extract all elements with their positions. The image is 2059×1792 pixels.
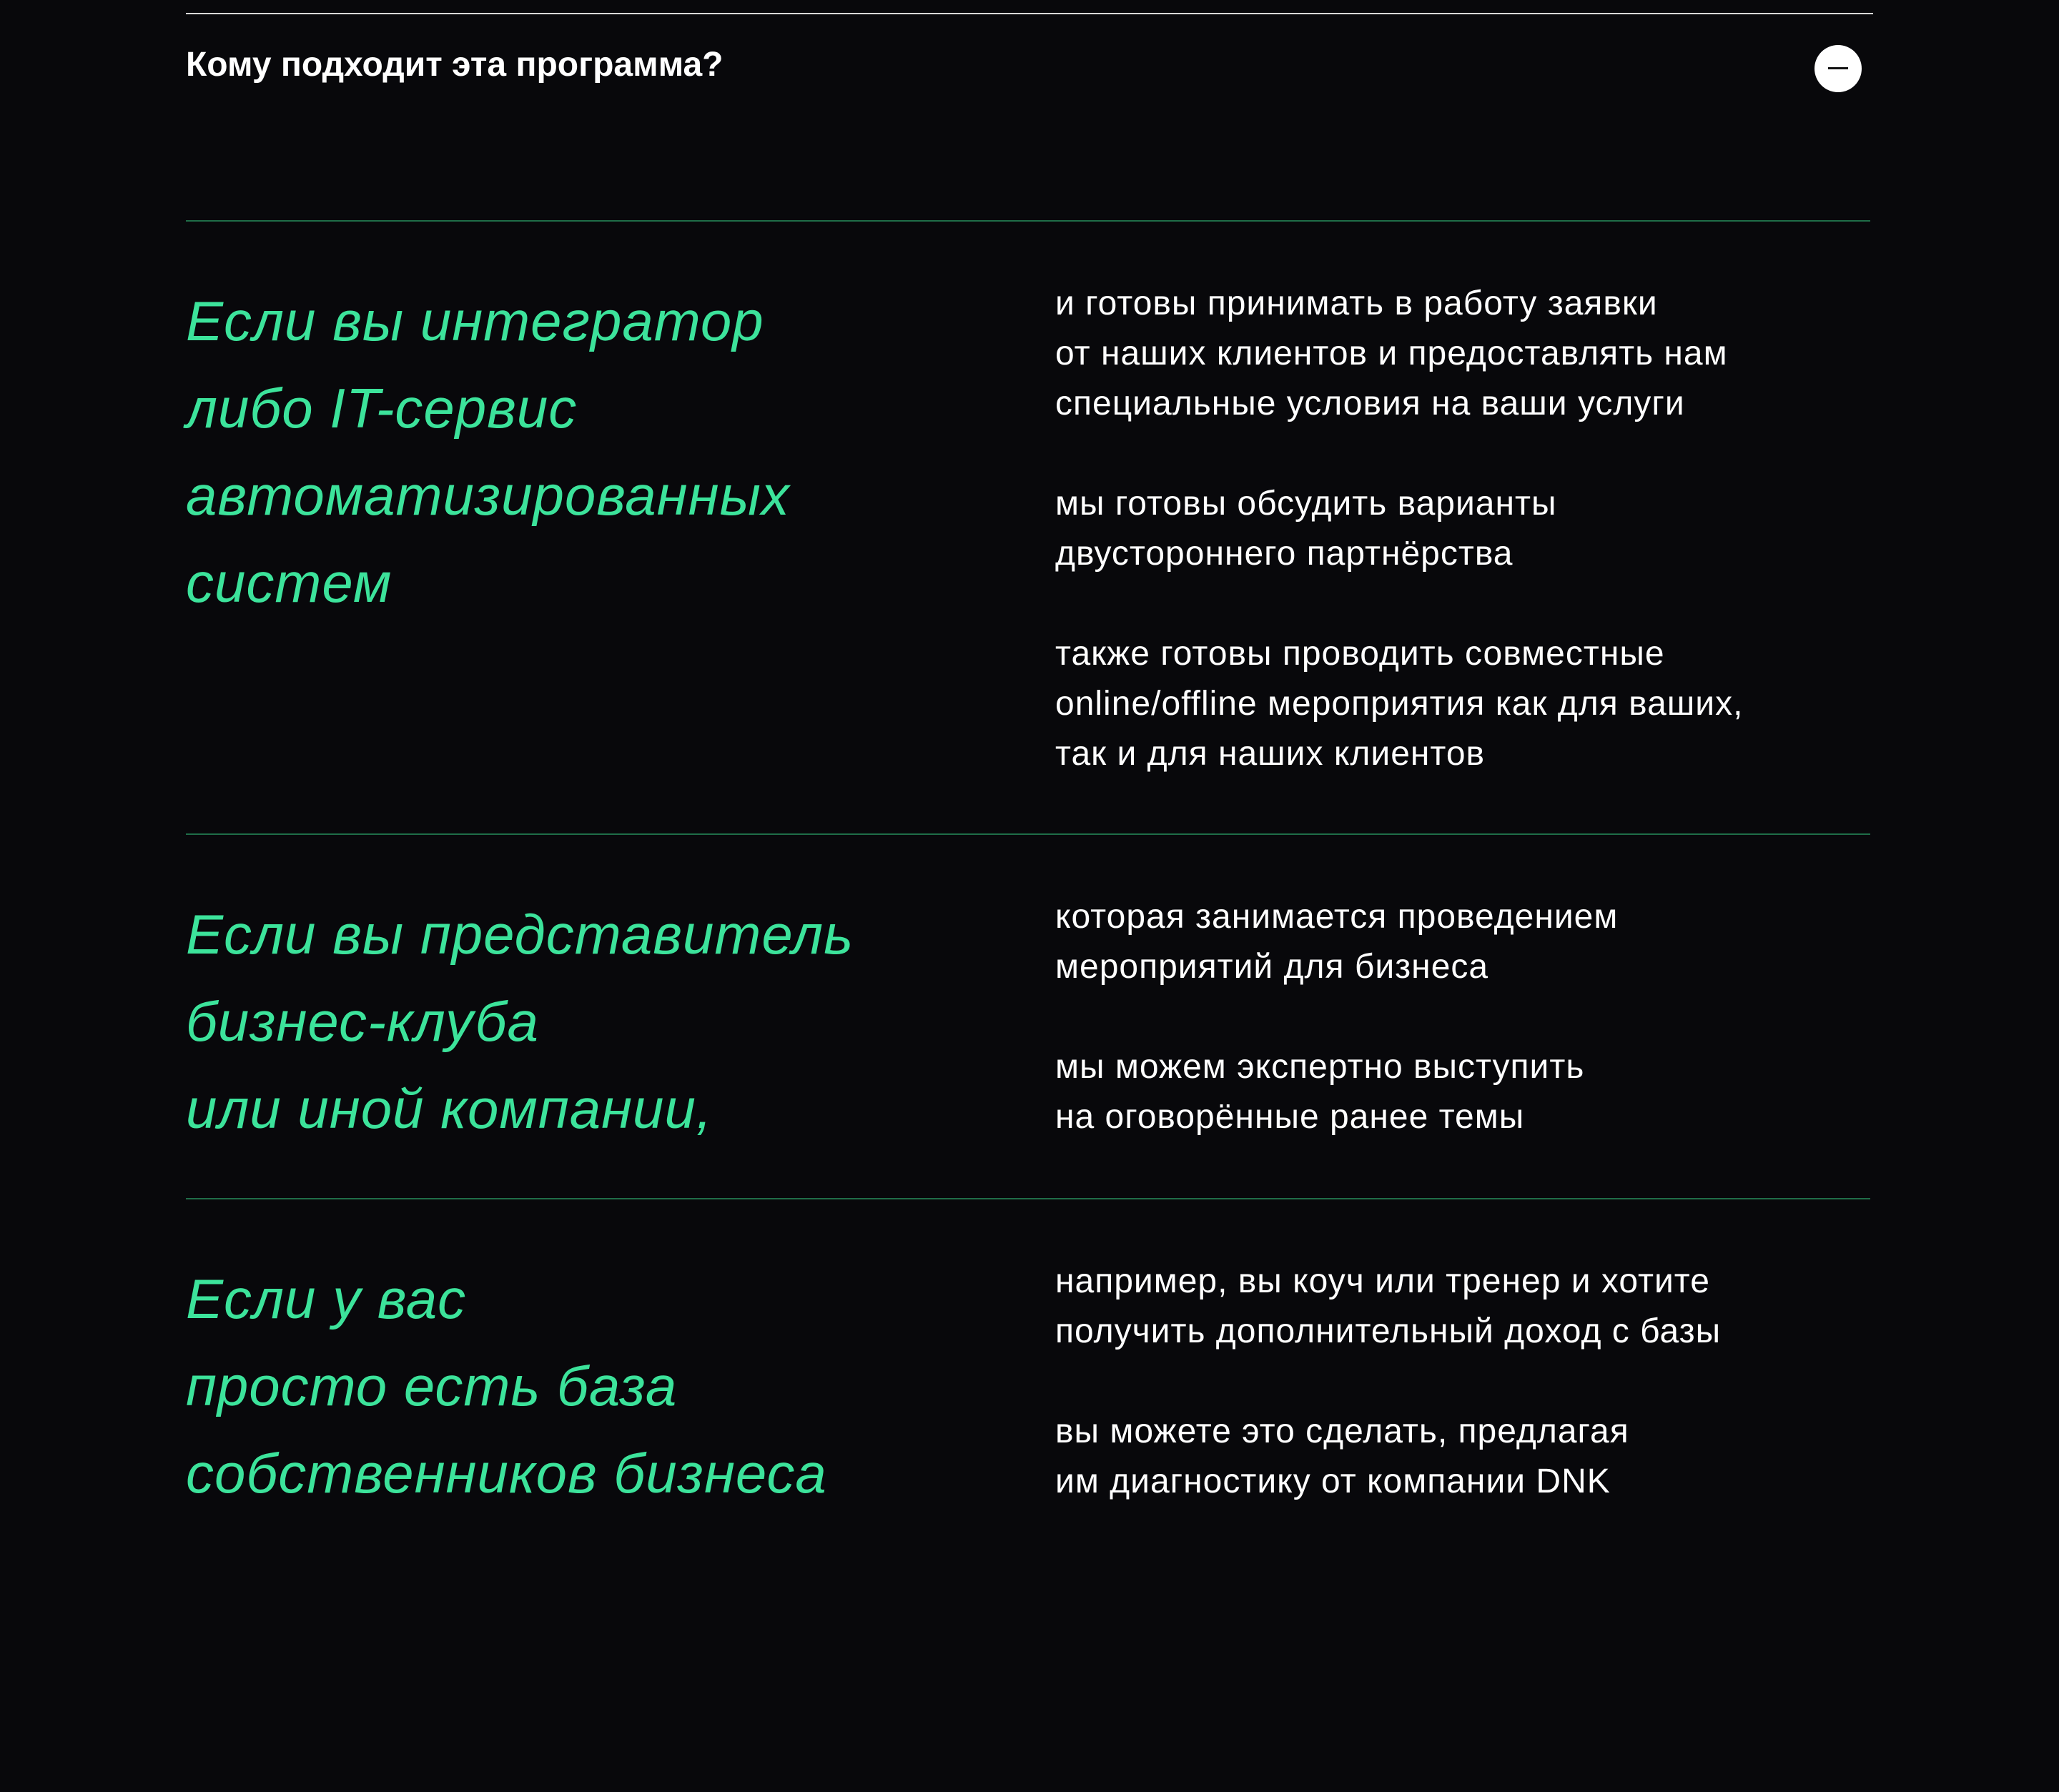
description-line: от наших клиентов и предоставлять нам — [1055, 335, 1728, 372]
section-description — [1055, 279, 1863, 829]
section-heading — [186, 891, 854, 1152]
heading-line: бизнес-клуба — [186, 990, 539, 1053]
heading-line: Если у вас — [186, 1267, 467, 1330]
heading-line: или иной компании, — [186, 1077, 713, 1140]
description-paragraph — [1055, 1257, 1863, 1357]
description-line: и готовы принимать в работу заявки — [1055, 284, 1658, 322]
description-paragraph — [1055, 629, 1863, 779]
description-paragraph — [1055, 892, 1863, 992]
description-line: например, вы коуч или тренер и хотите — [1055, 1262, 1710, 1300]
description-line: на оговорённые ранее темы — [1055, 1098, 1525, 1136]
section-description — [1055, 1257, 1863, 1557]
description-line: также готовы проводить совместные — [1055, 635, 1665, 673]
heading-line: автоматизированных — [186, 464, 790, 527]
description-paragraph — [1055, 279, 1863, 429]
description-line: мы готовы обсудить варианты — [1055, 485, 1557, 523]
heading-line: систем — [186, 551, 392, 614]
minus-icon — [1828, 67, 1848, 69]
description-line: им диагностику от компании DNK — [1055, 1462, 1611, 1500]
section-heading — [186, 1255, 827, 1517]
accordion-header[interactable] — [186, 39, 1873, 96]
heading-line: просто есть база — [186, 1355, 678, 1417]
section-divider — [186, 833, 1870, 835]
section-divider — [186, 1198, 1870, 1199]
description-line: которая занимается проведением — [1055, 898, 1619, 936]
description-line: получить дополнительный доход с базы — [1055, 1312, 1722, 1350]
accordion-title[interactable]: Кому подходит эта программа? — [186, 46, 724, 84]
description-line: специальные условия на ваши услуги — [1055, 385, 1685, 422]
description-line: online/offline мероприятия как для ваших, — [1055, 685, 1744, 723]
description-line: вы можете это сделать, предлагая — [1055, 1412, 1629, 1450]
description-line: так и для наших клиентов — [1055, 735, 1486, 773]
heading-line: Если вы представитель — [186, 903, 854, 966]
description-paragraph — [1055, 479, 1863, 579]
collapse-button[interactable] — [1814, 45, 1862, 92]
description-paragraph — [1055, 1407, 1863, 1507]
description-line: мы можем экспертно выступить — [1055, 1048, 1585, 1086]
section-description — [1055, 892, 1863, 1192]
heading-line: либо IT-сервис — [186, 377, 578, 440]
top-divider — [186, 13, 1873, 14]
description-line: мероприятий для бизнеса — [1055, 948, 1489, 986]
section-heading — [186, 277, 790, 626]
description-line: двустороннего партнёрства — [1055, 535, 1514, 573]
heading-line: собственников бизнеса — [186, 1442, 827, 1505]
section-divider — [186, 220, 1870, 222]
description-paragraph — [1055, 1042, 1863, 1142]
heading-line: Если вы интегратор — [186, 289, 764, 352]
